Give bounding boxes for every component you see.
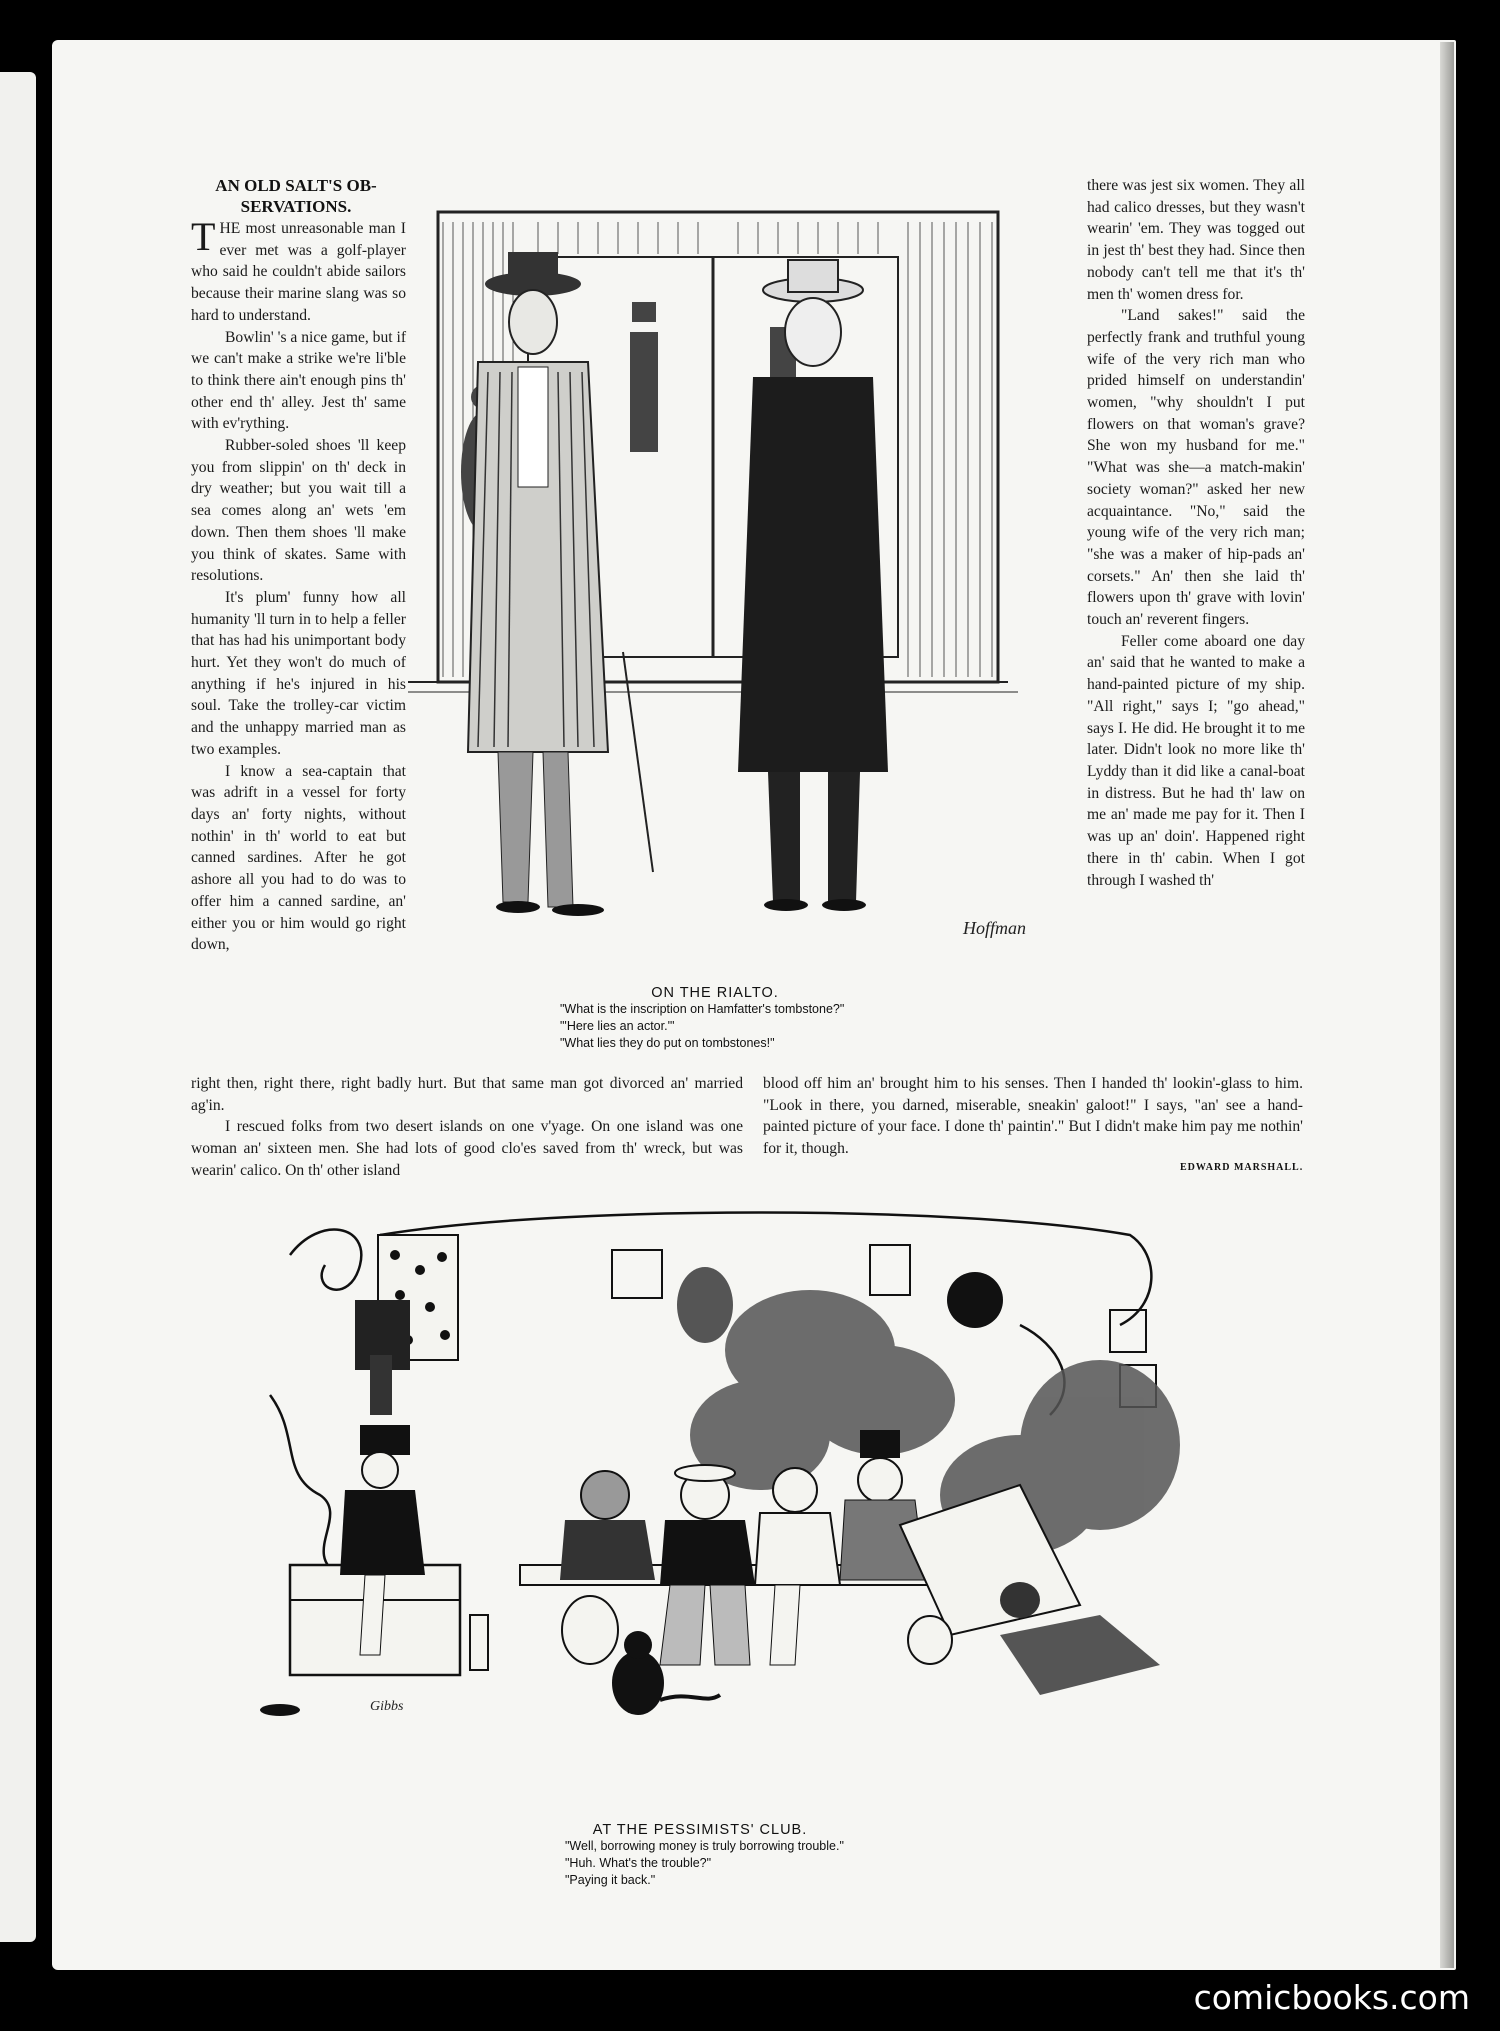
article-column-right: [1087, 175, 1305, 891]
pessimists-caption-line: "Huh. What's the trouble?": [565, 1856, 712, 1870]
article-paragraph: blood off him an' brought him to his senses. Then I handed th' lookin'-glass to him. "Look in there, you darned, miserable, sneakin' galoot!" I says, "an' see a hand-painted picture of your face. I done th' paintin'." But I didn't make him pay me nothin' for it, though.: [763, 1075, 1303, 1158]
article-paragraph: "Land sakes!" said the perfectly frank and truthful young wife of the very rich man who prided himself on understandin' women, "why shouldn't I put flowers on that woman's grave? She won my husband for me." "What was she—a match-makin' society woman?" asked her new acquaintance. "No," said the young wife of the very rich man; "she was a maker of hip-pads an' corsets." An' then she laid th' flowers upon th' grave with lovin' touch an' reverent fingers.: [1087, 307, 1305, 629]
article-paragraph: Bowlin' 's a nice game, but if we can't make a strike we're li'ble to think there ain't enough pins th' other end th' alley. Jest th' same with ev'rything.: [191, 328, 407, 433]
article-paragraph: I rescued folks from two desert islands on one v'yage. On one island was one woman an' sixteen men. She had lots of good clo'es saved from th' wreck, but was wearin' calico. On th' other island: [191, 1118, 743, 1179]
rialto-illustration: [408, 172, 1068, 982]
rialto-caption-line: "What is the inscription on Hamfatter's tombstone?": [560, 1002, 845, 1016]
article-paragraph: It's plum' funny how all humanity 'll turn in to help a feller that has had his unimportant body hurt. Yet they won't do much of anything if he's injured in his soul. Take the trolley-car victim and the unhappy married man as two examples.: [191, 588, 406, 758]
first-paragraph-text: HE most unreasonable man I ever met was a golf-player who said he couldn't abide sailors because their marine slang was so hard to understand.: [191, 220, 406, 324]
article-title-line: AN OLD SALT'S OB-: [215, 176, 377, 195]
site-watermark: comicbooks.com: [1193, 1978, 1470, 2017]
pessimists-club-illustration: [260, 1195, 1190, 1735]
pessimists-caption: [565, 1822, 985, 1889]
rialto-caption-line: "What lies they do put on tombstones!": [560, 1036, 775, 1050]
article-paragraph: [191, 214, 406, 327]
adjacent-page-edge: [0, 72, 36, 1942]
drop-cap: T: [191, 214, 216, 259]
rialto-caption: [560, 985, 980, 1052]
article-paragraph: Feller come aboard one day an' said that he wanted to make a hand-painted picture of my ship. "All right," says I; "go ahead," says I. He did. He brought it to me later. Didn't look no more like th' Lyddy than it did like a canal-boat in distress. But he had th' law on me an' made me pay for it. Then I was up an' doin'. Happened right there in th' cabin. When I got through I washed th': [1087, 632, 1305, 889]
article-paragraph: I know a sea-captain that was adrift in a vessel for forty days an' forty nights, without nothin' in th' world to eat but canned sardines. After he got ashore all you had to do was to offer him a canned sardine, an' either you or him would go right down,: [191, 762, 406, 954]
article-paragraph: there was jest six women. They all had calico dresses, but they wasn't wearin' 'em. They was togged out in jest th' best they had. Since then nobody can't tell me that it's th' men th' women dress for.: [1087, 177, 1305, 303]
pessimists-caption-line: "Paying it back.": [565, 1873, 656, 1887]
pessimists-caption-title: AT THE PESSIMISTS' CLUB.: [592, 1822, 808, 1838]
article-column-left: [191, 214, 407, 956]
pessimists-signature: Gibbs: [370, 1699, 404, 1714]
rialto-caption-title: ON THE RIALTO.: [651, 985, 779, 1001]
continuation-left: [191, 1073, 743, 1182]
page-edge-shadow: [1440, 42, 1454, 1968]
continuation-right: [763, 1073, 1303, 1160]
article-paragraph: Rubber-soled shoes 'll keep you from slippin' on th' deck in dry weather; but you wait till a sea comes along an' wets 'em down. Then them shoes 'll make you think of skates. Same with resolutions.: [191, 437, 406, 585]
article-title-line: SERVATIONS.: [240, 197, 352, 216]
rialto-caption-line: "'Here lies an actor.'": [560, 1019, 675, 1033]
pessimists-caption-line: "Well, borrowing money is truly borrowing trouble.": [565, 1839, 844, 1853]
article-title: [196, 175, 396, 217]
author-byline: EDWARD MARSHALL.: [1180, 1162, 1304, 1173]
rialto-signature: Hoffman: [963, 918, 1026, 938]
article-paragraph: right then, right there, right badly hurt. But that same man got divorced an' married ag'in.: [191, 1075, 743, 1114]
